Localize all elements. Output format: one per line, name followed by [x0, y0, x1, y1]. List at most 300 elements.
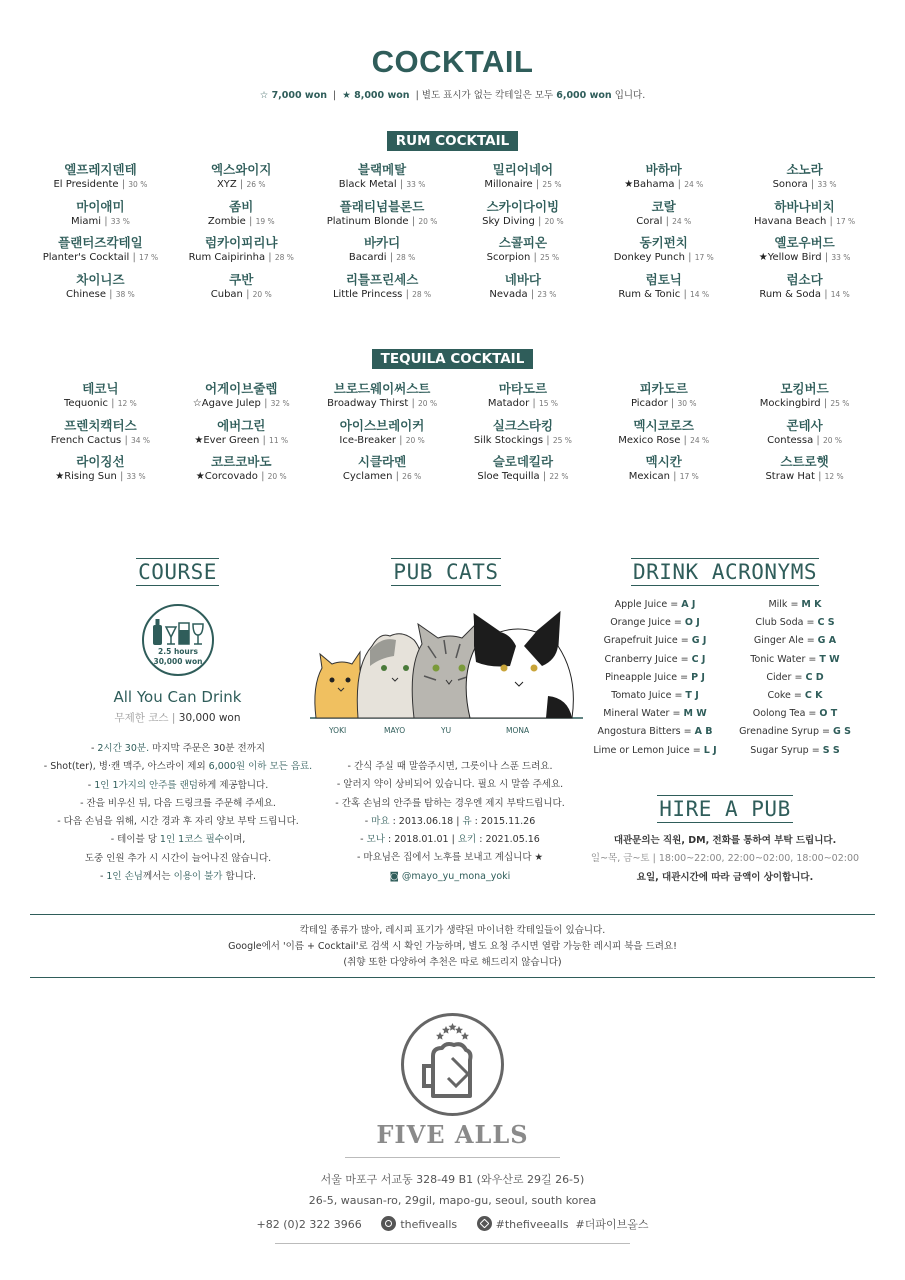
drink-name: Milk	[768, 599, 788, 610]
drink-code: G S	[832, 726, 851, 738]
hashtag[interactable]: #thefiveealls	[495, 1218, 569, 1231]
cocktail-item	[171, 418, 312, 455]
cocktail-name-en	[452, 178, 593, 192]
acronym-item: Grenadine Syrup = G S	[739, 726, 851, 738]
cocktail-abv: 28 %	[396, 253, 416, 262]
drink-name: Angostura Bitters	[597, 726, 681, 738]
cocktail-english: Mockingbird	[759, 398, 821, 409]
cocktail-item	[30, 235, 171, 272]
cocktail-name-en	[452, 215, 593, 229]
cocktail-english: Rum & Tonic	[618, 288, 681, 300]
cocktail-name-en	[312, 397, 453, 411]
cocktail-name-ko: 리틀프린세스	[345, 271, 419, 287]
cocktail-name-ko: 코랄	[651, 198, 676, 214]
separator: |	[105, 288, 116, 300]
divider	[345, 1157, 560, 1158]
cocktail-name-ko: 어게이브줄렙	[205, 381, 278, 396]
cocktail-name-ko: 라이징선	[76, 454, 125, 469]
acronym-list	[585, 596, 865, 760]
separator: |	[821, 288, 831, 300]
acronym-item: Oolong Tea = O T	[752, 708, 838, 720]
drink-code: C J	[691, 653, 706, 665]
cocktail-abv: 33 %	[831, 253, 851, 262]
cocktail-english: Matador	[487, 398, 530, 409]
cocktail-english: Bahama	[633, 179, 675, 190]
cocktail-name-en	[30, 288, 171, 302]
separator: |	[669, 471, 680, 482]
separator: |	[242, 288, 253, 300]
cocktail-item	[30, 272, 171, 309]
cocktail-abv: 34 %	[131, 435, 151, 445]
cocktail-item	[452, 381, 593, 418]
drink-code: G A	[817, 635, 837, 647]
cocktail-name-en	[734, 251, 875, 265]
drink-code: P J	[691, 671, 705, 683]
cat-name-labels	[310, 726, 583, 738]
drink-name: Orange Juice	[610, 617, 671, 629]
cocktail-english: Tequonic	[64, 398, 108, 409]
cocktail-name-ko: 네바다	[504, 271, 542, 287]
acronym-item: Tonic Water = T W	[750, 653, 840, 665]
separator: |	[667, 398, 678, 409]
hire-hours: 일~목, 금~토 | 18:00~22:00, 22:00~02:00, 18:00~02:00	[590, 853, 860, 865]
separator: |	[680, 434, 691, 446]
cocktail-item	[30, 454, 171, 491]
cocktail-item	[734, 199, 875, 236]
cocktail-english: Little Princess	[332, 288, 403, 300]
acronym-item: Ginger Ale = G A	[753, 635, 837, 647]
cocktail-name-ko: 쿠반	[229, 271, 254, 287]
cocktail-abv: 12 %	[824, 472, 844, 481]
cocktail-name-en	[30, 178, 171, 192]
separator: |	[807, 179, 818, 190]
five-alls-logo-icon	[400, 1012, 505, 1117]
cocktail-name-en	[734, 288, 875, 302]
separator: |	[121, 434, 131, 446]
pub-cats-heading-label: PUB CATS	[393, 560, 499, 584]
cocktail-name-ko: 하바나비치	[774, 198, 835, 214]
cocktail-abv: 17 %	[836, 216, 856, 226]
cocktail-name-ko: 스카이다이빙	[486, 198, 560, 214]
drink-code: T W	[819, 653, 840, 665]
cocktail-abv: 12 %	[117, 399, 137, 408]
cocktail-abv: 24 %	[690, 435, 710, 445]
drink-code: C K	[804, 690, 823, 702]
divider	[275, 1243, 630, 1244]
price-star-icon: ★	[758, 252, 768, 263]
cocktail-english: French Cactus	[50, 434, 122, 446]
separator: |	[813, 434, 823, 446]
cocktail-name-en	[734, 215, 875, 229]
cocktail-item	[312, 418, 453, 455]
drink-code: G J	[691, 635, 707, 647]
course-badge-price: 30,000 won	[153, 657, 203, 666]
cocktail-english: Ice-Breaker	[339, 434, 396, 446]
cocktail-name-en	[171, 397, 312, 411]
separator: |	[527, 288, 538, 300]
acronym-item: Tomato Juice = T J	[611, 690, 699, 702]
separator: |	[674, 179, 685, 190]
cocktail-name-ko: 옐로우버드	[774, 235, 835, 250]
cocktail-abv: 33 %	[406, 180, 426, 189]
cocktail-name-en	[312, 288, 453, 302]
cocktail-item	[734, 418, 875, 455]
course-sub-label: 무제한 코스	[114, 712, 169, 724]
cocktail-abv: 30 %	[128, 180, 148, 189]
brand-name: FIVE ALLS	[376, 1120, 529, 1149]
drink-name: Club Soda	[755, 617, 804, 629]
cocktail-item	[171, 454, 312, 491]
cocktail-abv: 20 %	[544, 216, 564, 226]
separator: |	[116, 471, 127, 482]
separator: |	[402, 288, 413, 300]
separator: |	[821, 252, 832, 263]
cocktail-item	[593, 454, 734, 491]
cat-name: MONA	[506, 726, 530, 735]
separator: |	[101, 215, 111, 227]
cocktail-abv: 28 %	[274, 253, 294, 262]
separator: |	[395, 434, 406, 446]
cocktail-abv: 26 %	[246, 180, 266, 189]
cocktail-name-ko: 좀비	[229, 198, 254, 214]
cocktail-english: Planter's Cocktail	[42, 252, 130, 263]
cocktail-item	[30, 162, 171, 199]
cocktail-english: Chinese	[66, 288, 106, 300]
cocktail-name-en	[593, 397, 734, 411]
cocktail-abv: 33 %	[126, 472, 146, 481]
cocktail-english: Miami	[70, 215, 102, 227]
cocktail-name-en	[30, 434, 171, 448]
cocktail-english: Millonaire	[484, 179, 533, 190]
cocktail-english: Agave Julep	[201, 398, 261, 409]
instagram-handle[interactable]: ◙ @mayo_yu_mona_yoki	[389, 870, 511, 882]
cocktail-name-ko: 플랜터즈칵테일	[58, 235, 143, 250]
instagram-account[interactable]: thefivealls	[400, 1218, 458, 1231]
cocktail-name-en	[734, 434, 875, 448]
cocktail-name-en	[30, 397, 171, 411]
cocktail-item	[452, 272, 593, 309]
cocktail-item	[312, 381, 453, 418]
cocktail-name-ko: 프렌치캑터스	[64, 417, 137, 433]
cocktail-name-en	[30, 215, 171, 229]
tequila-banner	[0, 348, 905, 369]
hire-heading-label: HIRE A PUB	[659, 797, 791, 821]
drink-code: T J	[685, 690, 699, 702]
cocktail-english: Broadway Thirst	[327, 398, 409, 409]
hire-info	[585, 832, 865, 887]
cocktail-english: Cyclamen	[342, 471, 393, 482]
drink-code: O J	[684, 617, 700, 629]
separator: |	[245, 215, 256, 227]
drink-acronyms-heading-label: DRINK ACRONYMS	[632, 560, 817, 584]
cocktail-abv: 33 %	[110, 216, 130, 226]
cats-birthdays: - 마요 : 2013.06.18 | 유 : 2015.11.26	[364, 815, 536, 827]
instagram-icon: ◙	[389, 870, 399, 882]
cocktail-english: Havana Beach	[754, 215, 827, 227]
course-rule: - 테이블 당 1인 1코스 필수이며,	[110, 834, 246, 846]
course-rule: - 잔을 비우신 뒤, 다음 드링크를 주문해 주세요.	[80, 797, 276, 809]
acronym-item: Grapefruit Juice = G J	[603, 635, 707, 647]
cocktail-english: Picador	[630, 398, 668, 409]
drink-code: C D	[805, 671, 824, 683]
cocktail-name-ko: 바하마	[645, 162, 682, 177]
cocktail-abv: 17 %	[679, 472, 699, 481]
cocktail-abv: 20 %	[405, 435, 425, 445]
separator: |	[118, 179, 129, 190]
drink-name: Tomato Juice	[611, 690, 672, 702]
cocktail-english: Mexican	[628, 471, 670, 482]
course-title: All You Can Drink	[113, 688, 242, 706]
separator: |	[260, 398, 271, 409]
divider	[30, 977, 875, 978]
acronym-item: Lime or Lemon Juice = L J	[593, 744, 717, 756]
drinks-icon	[150, 615, 208, 647]
cocktail-name-ko: 럼카이피리냐	[205, 235, 278, 250]
cocktail-abv: 14 %	[690, 289, 710, 299]
cocktail-name-ko: 에버그린	[217, 417, 266, 433]
address-korean: 서울 마포구 서교동 328-49 B1 (와우산로 29길 26-5)	[320, 1173, 585, 1186]
cocktail-item	[593, 235, 734, 272]
cocktail-name-en	[593, 288, 734, 302]
cocktail-abv: 30 %	[677, 399, 697, 408]
cocktail-abv: 17 %	[694, 253, 714, 262]
cocktail-english: Yellow Bird	[767, 252, 822, 263]
course-heading	[120, 558, 235, 586]
cocktail-abv: 32 %	[270, 399, 290, 408]
cocktail-name-en	[171, 288, 312, 302]
acronym-item: Orange Juice = O J	[610, 617, 700, 629]
separator: |	[408, 215, 419, 227]
hire-contact: 대관문의는 직원, DM, 전화를 통하여 부탁 드립니다.	[613, 835, 837, 846]
cocktail-name-en	[171, 434, 312, 448]
cocktail-name-ko: 스트로햇	[780, 454, 829, 469]
cocktail-name-ko: 럼소다	[786, 271, 823, 287]
cocktail-item	[312, 235, 453, 272]
drink-code: A J	[681, 599, 696, 610]
cocktail-name-ko: 슬로데킬라	[492, 454, 554, 469]
cocktail-name-en	[452, 397, 593, 411]
cocktail-name-en	[312, 251, 453, 265]
pub-cats-heading	[380, 558, 512, 586]
cocktail-item	[452, 162, 593, 199]
drink-code: O T	[819, 708, 838, 720]
divider	[30, 914, 875, 915]
course-rule: - 1인 1가지의 안주를 랜덤하게 제공합니다.	[87, 779, 269, 791]
cocktail-item	[171, 235, 312, 272]
separator: |	[265, 252, 275, 263]
cocktail-item	[452, 418, 593, 455]
cocktail-name-ko: 바카디	[363, 235, 401, 250]
acronym-item: Pineapple Juice = P J	[605, 671, 705, 683]
cocktail-abv: 20 %	[252, 289, 272, 299]
price-star-icon: ★	[194, 434, 204, 446]
address-english: 26-5, wausan-ro, 29gil, mapo-gu, seoul, south korea	[308, 1194, 597, 1207]
cocktail-item	[312, 162, 453, 199]
cocktail-english: Platinum Blonde	[326, 215, 409, 227]
separator: |	[543, 434, 553, 446]
hire-price-note: 요일, 대관시간에 따라 금액이 상이합니다.	[636, 871, 814, 883]
separator: |	[257, 471, 268, 482]
cocktail-abv: 20 %	[267, 472, 287, 481]
cocktail-name-en	[171, 470, 312, 484]
separator: |	[814, 471, 825, 482]
cocktail-item	[312, 199, 453, 236]
acronym-item: Mineral Water = M W	[603, 708, 707, 720]
cocktail-name-ko: 차이니즈	[76, 271, 125, 287]
cocktail-name-en	[593, 178, 734, 192]
separator: |	[684, 252, 695, 263]
cocktail-item	[171, 272, 312, 309]
notice-line: (취향 또한 다양하여 추천은 따로 해드리지 않습니다)	[343, 957, 562, 968]
cat-name: MAYO	[384, 726, 406, 735]
rum-cocktail-grid	[30, 162, 875, 308]
cocktail-abv: 38 %	[115, 289, 135, 299]
drink-name: Sugar Syrup	[750, 744, 809, 756]
course-rule: - Shot(ter), 병·캔 맥주, 아스라이 제외 6,000원 이하 모든 음료.	[43, 761, 313, 773]
cocktail-item	[593, 381, 734, 418]
separator: |	[259, 434, 270, 446]
cocktail-abv: 17 %	[139, 253, 159, 262]
price-star-icon: ★	[624, 179, 634, 190]
cocktail-item	[734, 454, 875, 491]
separator: |	[408, 398, 419, 409]
cocktail-name-en	[593, 251, 734, 265]
cocktail-item	[30, 381, 171, 418]
drink-code: L J	[703, 744, 717, 756]
cocktail-abv: 20 %	[418, 399, 438, 408]
cocktail-english: Sonora	[772, 179, 808, 190]
cocktail-english: Sloe Tequilla	[477, 471, 540, 482]
cocktail-name-en	[312, 470, 453, 484]
notice-line: 칵테일 종류가 많아, 레시피 표기가 생략된 마이너한 칵테일들이 있습니다.	[299, 925, 606, 936]
cocktail-name-ko: 소노라	[786, 162, 823, 177]
cocktail-name-ko: 동키펀치	[639, 235, 688, 250]
course-badge-hours: 2.5 hours	[158, 647, 198, 656]
cocktail-name-en	[734, 397, 875, 411]
cocktail-abv: 25 %	[552, 435, 572, 445]
recipe-notice	[0, 923, 905, 971]
hire-heading	[650, 795, 800, 823]
cocktail-item	[452, 454, 593, 491]
cocktail-item	[593, 199, 734, 236]
cocktail-abv: 26 %	[402, 472, 422, 481]
separator: |	[529, 398, 539, 409]
rum-banner-label: RUM COCKTAIL	[387, 131, 518, 151]
course-rule: 도중 인원 추가 시 시간이 늘어나진 않습니다.	[84, 852, 272, 864]
page-title: COCKTAIL	[371, 44, 534, 79]
cocktail-english: El Presidente	[53, 179, 119, 190]
drink-name: Ginger Ale	[753, 635, 804, 647]
cats-note: - 마요님은 집에서 노후를 보내고 계십니다 ★	[356, 852, 544, 864]
cocktail-name-ko: 테코닉	[82, 381, 119, 396]
pub-cats-notes	[300, 758, 600, 886]
acronym-item: Apple Juice = A J	[614, 599, 696, 610]
cocktail-item	[593, 162, 734, 199]
cocktail-abv: 23 %	[537, 289, 557, 299]
cats-illustration	[310, 606, 583, 720]
cocktail-name-en	[593, 215, 734, 229]
cocktail-abv: 25 %	[830, 399, 850, 408]
drink-name: Oolong Tea	[752, 708, 806, 720]
cocktail-name-ko: 밀리어네어	[492, 162, 554, 177]
contact-row	[0, 1216, 905, 1232]
course-rule: - 1인 손님께서는 이용이 불가 합니다.	[99, 871, 257, 883]
separator: |	[532, 179, 543, 190]
cocktail-english: Ever Green	[203, 434, 260, 446]
separator: |	[392, 471, 403, 482]
drink-name: Lime or Lemon Juice	[593, 744, 690, 756]
phone-number[interactable]: +82 (0)2 322 3966	[256, 1218, 362, 1231]
cocktail-english: Contessa	[767, 434, 814, 446]
acronym-item: Sugar Syrup = S S	[750, 744, 840, 756]
cocktail-name-en	[312, 434, 453, 448]
price-hollow-star: ☆ 7,000 won	[259, 90, 327, 101]
default-price: 6,000 won	[556, 90, 612, 101]
course-subtitle: 무제한 코스 | 30,000 won	[114, 712, 241, 724]
cocktail-name-ko: 블랙메탈	[357, 162, 407, 177]
cocktail-english: Scorpion	[486, 252, 531, 263]
cocktail-item	[593, 272, 734, 309]
cocktail-name-en	[171, 251, 312, 265]
cocktail-english: Rum Caipirinha	[188, 252, 266, 263]
drink-name: Grapefruit Juice	[603, 635, 678, 647]
acronym-item: Club Soda = C S	[755, 617, 835, 629]
separator: |	[129, 252, 140, 263]
drink-code: C S	[817, 617, 835, 629]
drink-name: Cranberry Juice	[604, 653, 678, 665]
course-rules	[18, 740, 338, 886]
cocktail-name-ko: 플래티넘블론드	[339, 198, 425, 214]
separator: |	[539, 471, 550, 482]
cocktail-abv: 33 %	[817, 180, 837, 189]
separator: |	[530, 252, 541, 263]
cocktail-item	[734, 162, 875, 199]
cocktail-item	[30, 418, 171, 455]
acronym-item: Cider = C D	[766, 671, 824, 683]
cocktail-item	[171, 199, 312, 236]
cocktail-name-ko: 마이애미	[76, 198, 125, 214]
hashtag[interactable]: #더파이브올스	[575, 1218, 649, 1231]
cocktail-name-ko: 실크스타킹	[492, 417, 554, 433]
cocktail-english: Bacardi	[348, 252, 387, 263]
cocktail-item	[452, 235, 593, 272]
separator: |	[236, 179, 247, 190]
drink-name: Tonic Water	[750, 653, 806, 665]
price-solid-star: ★ 8,000 won	[342, 90, 410, 101]
cocktail-item	[171, 381, 312, 418]
cocktail-english: Straw Hat	[765, 471, 815, 482]
cocktail-item	[312, 454, 453, 491]
drink-code: A B	[694, 726, 713, 738]
drink-acronyms-heading	[615, 558, 835, 586]
cocktail-name-ko: 엘프레지덴테	[64, 162, 137, 177]
cocktail-abv: 20 %	[418, 216, 438, 226]
cocktail-item	[734, 381, 875, 418]
cocktail-english: Rising Sun	[64, 471, 117, 482]
cocktail-abv: 14 %	[830, 289, 850, 299]
cocktail-name-ko: 코르코바도	[211, 454, 272, 469]
cocktail-item	[734, 235, 875, 272]
cocktail-english: Cuban	[210, 288, 243, 300]
separator: |	[386, 252, 397, 263]
cats-note: - 간혹 손님의 안주를 탐하는 경우엔 제지 부탁드립니다.	[335, 797, 565, 809]
cocktail-name-ko: 멕시코로즈	[633, 417, 694, 433]
cocktail-item	[452, 199, 593, 236]
cocktail-name-en	[452, 434, 593, 448]
cats-note: - 알러지 약이 상비되어 있습니다. 필요 시 말씀 주세요.	[336, 779, 564, 791]
cocktail-english: Sky Diving	[482, 215, 535, 227]
course-heading-label: COURSE	[138, 560, 217, 584]
